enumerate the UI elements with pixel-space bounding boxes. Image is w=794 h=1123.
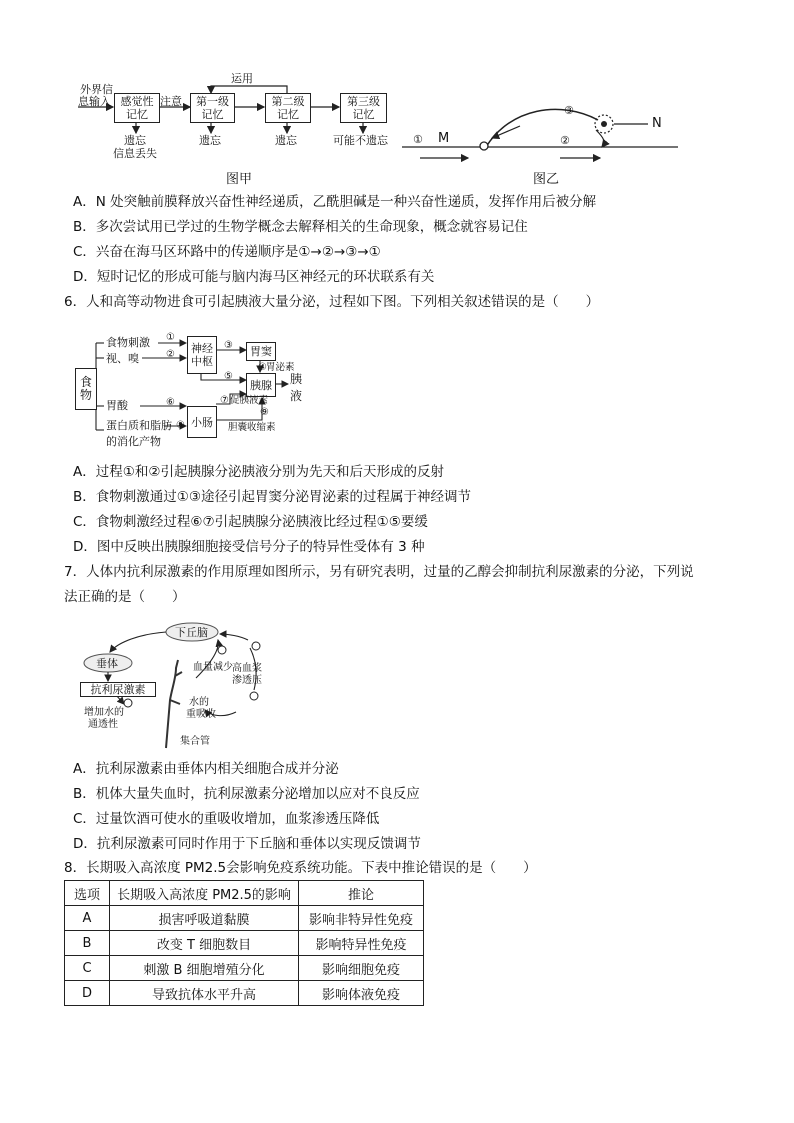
figure-yi-caption: 图乙 [533,172,560,187]
table-cell: 改变 T 细胞数目 [110,931,299,956]
intestine-box: 小肠 [187,406,217,438]
table-row [65,956,424,981]
juice-label-2: 液 [290,389,303,403]
q6-option-c: C．食物刺激经过程⑥⑦引起胰腺分泌胰液比经过程①⑤要缓 [73,514,428,530]
table-cell: B [65,931,110,956]
digest-products-label: 的消化产物 [106,435,161,448]
pm25-table [64,880,424,1006]
q5-option-d: D．短时记忆的形成可能与脑内海马区神经元的环状联系有关 [73,269,435,285]
osmotic-label-1: 高血浆 [232,663,262,674]
box-text: 记忆 [201,108,224,121]
label-1: ① [413,133,423,146]
forget-label: 遗忘 [199,134,221,147]
box-text: 第二级 [271,95,305,108]
use-label: 运用 [231,72,253,85]
adh-box: 抗利尿激素 [80,682,156,697]
q7-option-d: D．抗利尿激素可同时作用于下丘脑和垂体以实现反馈调节 [73,836,421,852]
pancreas-box: 胰腺 [246,373,276,397]
label-3: ③ [564,104,574,117]
box-text: 记忆 [352,108,375,121]
box-text: 第三级 [347,95,380,108]
table-row [65,906,424,931]
table-cell: 损害呼吸道黏膜 [110,906,299,931]
label-M: M [438,131,450,146]
num-7: ⑦ [220,395,229,406]
attention-label: 注意 [160,95,182,108]
num-4: ④ [258,362,267,373]
collecting-duct-label: 集合管 [180,736,210,747]
forget-label: 遗忘 [275,134,297,147]
num-1: ① [166,332,175,343]
q7-option-a: A．抗利尿激素由垂体内相关细胞合成并分泌 [73,761,339,777]
box-text: 感觉性 [120,95,154,108]
gastric-acid-label: 胃酸 [106,399,128,412]
num-8: ⑧ [176,420,185,431]
q8-stem: 8．长期吸入高浓度 PM2.5会影响免疫系统功能。下表中推论错误的是（ ） [64,860,537,876]
info-lost-label: 信息丢失 [113,147,157,160]
box-text: 第一级 [196,95,229,108]
q6-option-b: B．食物刺激通过①③途径引起胃窦分泌胃泌素的过程属于神经调节 [73,489,471,505]
table-cell: 导致抗体水平升高 [110,981,299,1006]
permeability-label-1: 增加水的 [84,707,124,718]
q7-option-b: B．机体大量失血时，抗利尿激素分泌增加以应对不良反应 [73,786,420,802]
table-row [65,931,424,956]
box-text: 食 [79,375,92,389]
may-not-forget-label: 可能不遗忘 [333,134,388,147]
box-text: 神经 [191,342,213,355]
cck-label: 胆囊收缩素 [228,422,276,433]
forget-label: 遗忘 [124,134,146,147]
food-stimulus-label: 食物刺激 [106,336,150,349]
permeability-label-2: 通透性 [88,719,118,730]
q7-stem-line2: 法正确的是（ ） [64,589,186,605]
q6-stem: 6．人和高等动物进食可引起胰液大量分泌，过程如下图。下列相关叙述错误的是（ ） [64,294,600,310]
table-cell: A [65,906,110,931]
table-cell: 影响特异性免疫 [299,931,424,956]
num-5: ⑤ [224,371,233,382]
num-9: ⑨ [260,407,269,418]
table-cell: D [65,981,110,1006]
osmotic-label-2: 渗透压 [232,675,262,686]
blood-loss-label: 血量减少 [193,662,233,673]
box-text: 物 [79,388,92,402]
table-cell: 影响体液免疫 [299,981,424,1006]
secretin-label: 促胰液素 [230,395,269,406]
label-2: ② [560,134,570,147]
label-N: N [652,116,662,131]
protein-fat-label: 蛋白质和脂肪 [106,419,172,432]
header-cell: 选项 [65,881,110,906]
sight-smell-label: 视、嗅 [106,352,139,365]
q6-option-d: D．图中反映出胰腺细胞接受信号分子的特异性受体有 3 种 [73,539,425,555]
header-cell: 长期吸入高浓度 PM2.5的影响 [110,881,299,906]
pituitary-label: 垂体 [96,657,118,670]
gastrin-label: 胃泌素 [266,362,295,373]
input-label-1: 外界信 [80,83,113,96]
input-label-2: 息输入 [78,95,111,108]
juice-label-1: 胰 [290,372,303,386]
num-2: ② [166,349,175,360]
table-cell: 影响细胞免疫 [299,956,424,981]
q5-option-c: C．兴奋在海马区环路中的传递顺序是①→②→③→① [73,244,381,260]
hypothalamus-label: 下丘脑 [175,626,208,639]
table-cell: 刺激 B 细胞增殖分化 [110,956,299,981]
q7-option-c: C．过量饮酒可使水的重吸收增加，血浆渗透压降低 [73,811,380,827]
box-text: 记忆 [277,108,299,121]
table-cell: 影响非特异性免疫 [299,906,424,931]
table-row [65,981,424,1006]
reabsorb-label-1: 水的 [189,697,209,708]
q5-option-a: A．N 处突触前膜释放兴奋性神经递质，乙酰胆碱是一种兴奋性递质，发挥作用后被分解 [73,194,597,210]
table-cell: C [65,956,110,981]
q6-option-a: A．过程①和②引起胰腺分泌胰液分别为先天和后天形成的反射 [73,464,444,480]
table-header-row [65,881,424,906]
stomach-box: 胃窦 [246,342,276,361]
header-cell: 推论 [299,881,424,906]
figure-jia-caption: 图甲 [226,172,253,187]
reabsorb-label-2: 重吸收 [186,709,216,720]
q7-stem-line1: 7．人体内抗利尿激素的作用原理如图所示，另有研究表明，过量的乙醇会抑制抗利尿激素的分泌，下列说 [64,564,694,580]
box-text: 记忆 [126,108,148,121]
num-6: ⑥ [166,397,175,408]
num-3: ③ [224,340,233,351]
q5-option-b: B．多次尝试用已学过的生物学概念去解释相关的生命现象，概念就容易记住 [73,219,528,235]
box-text: 中枢 [191,355,213,368]
